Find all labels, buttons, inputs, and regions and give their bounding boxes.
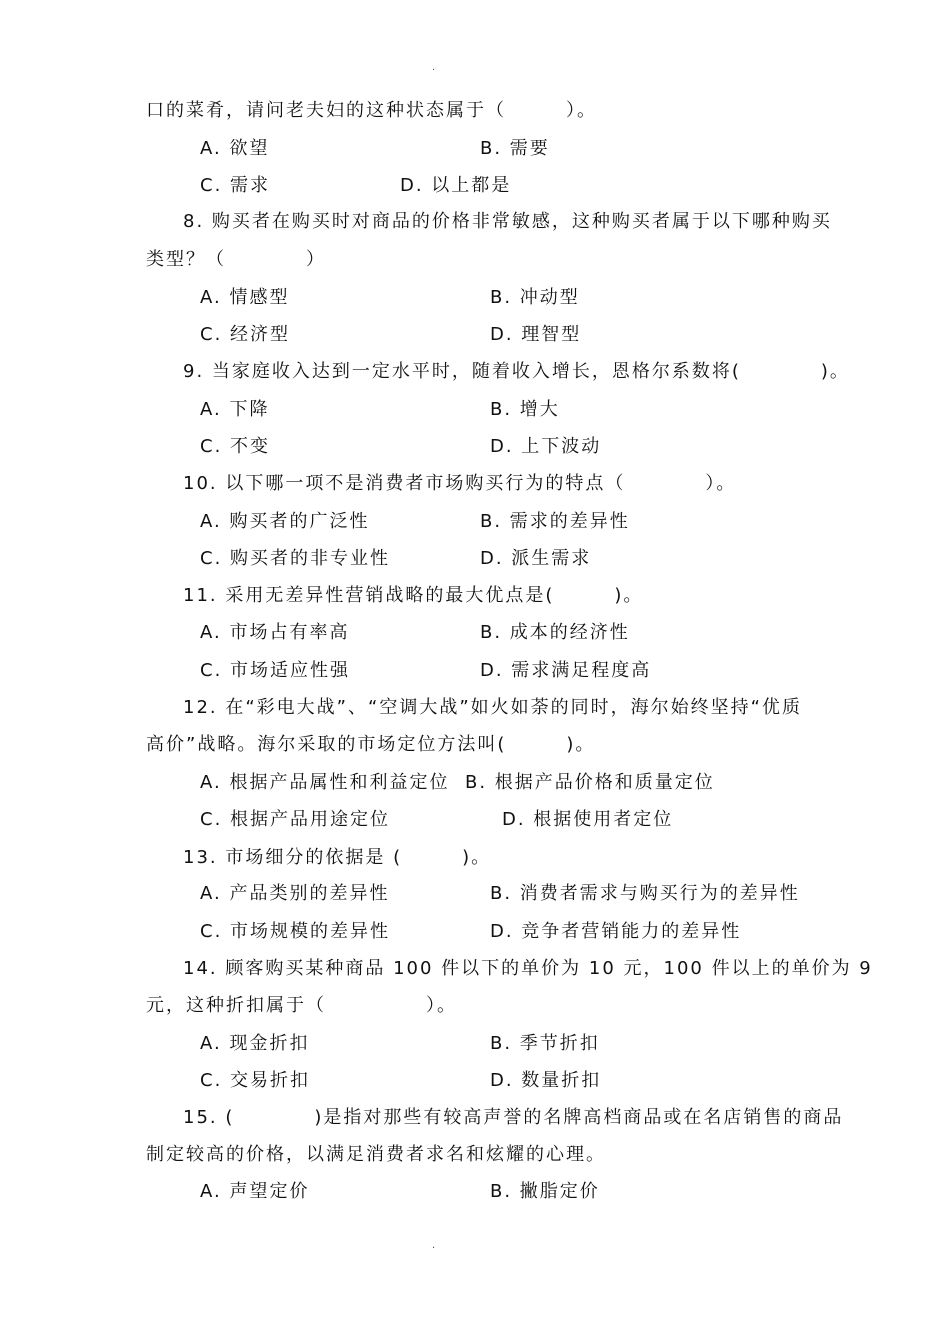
- footer-dot: .: [432, 1240, 436, 1251]
- option-13-a: A. 产品类别的差异性: [200, 883, 390, 904]
- option-14-a: A. 现金折扣: [200, 1033, 310, 1054]
- option-10-c: C. 购买者的非专业性: [200, 548, 391, 569]
- question-12-stem: 12. 在“彩电大战”、“空调大战”如火如荼的同时，海尔始终坚持“优质: [183, 697, 802, 718]
- option-15-a: A. 声望定价: [200, 1181, 310, 1202]
- option-9-b: B. 增大: [490, 399, 560, 420]
- option-7-c: C. 需求: [200, 175, 271, 196]
- option-13-b: B. 消费者需求与购买行为的差异性: [490, 883, 800, 904]
- option-12-c: C. 根据产品用途定位: [200, 809, 391, 830]
- header-dot: .: [432, 62, 436, 73]
- question-13-stem: 13. 市场细分的依据是 ( )。: [183, 847, 492, 868]
- option-14-b: B. 季节折扣: [490, 1033, 600, 1054]
- option-12-b: B. 根据产品价格和质量定位: [465, 772, 715, 793]
- option-11-a: A. 市场占有率高: [200, 622, 350, 643]
- question-7-stem-end: 口的菜肴，请问老夫妇的这种状态属于（ ）。: [146, 100, 597, 121]
- question-9-stem: 9. 当家庭收入达到一定水平时，随着收入增长，恩格尔系数将( )。: [183, 361, 850, 382]
- option-8-c: C. 经济型: [200, 324, 291, 345]
- option-12-d: D. 根据使用者定位: [502, 809, 674, 830]
- option-11-c: C. 市场适应性强: [200, 660, 351, 681]
- option-9-d: D. 上下波动: [490, 436, 602, 457]
- question-8-stem-cont: 类型？（ ）: [146, 249, 326, 270]
- option-8-d: D. 理智型: [490, 324, 582, 345]
- question-14-stem: 14. 顾客购买某种商品 100 件以下的单价为 10 元，100 件以上的单价为 9: [183, 958, 873, 979]
- option-10-b: B. 需求的差异性: [480, 511, 630, 532]
- option-9-c: C. 不变: [200, 436, 271, 457]
- option-13-c: C. 市场规模的差异性: [200, 921, 391, 942]
- question-8-stem: 8. 购买者在购买时对商品的价格非常敏感，这种购买者属于以下哪种购买: [183, 211, 832, 232]
- option-13-d: D. 竞争者营销能力的差异性: [490, 921, 742, 942]
- option-10-d: D. 派生需求: [480, 548, 592, 569]
- option-11-b: B. 成本的经济性: [480, 622, 630, 643]
- option-8-b: B. 冲动型: [490, 287, 580, 308]
- question-10-stem: 10. 以下哪一项不是消费者市场购买行为的特点（ ）。: [183, 473, 737, 494]
- option-10-a: A. 购买者的广泛性: [200, 511, 370, 532]
- question-14-stem-cont: 元，这种折扣属于（ ）。: [146, 995, 457, 1016]
- option-7-b: B. 需要: [480, 138, 550, 159]
- option-7-d: D. 以上都是: [400, 175, 512, 196]
- option-8-a: A. 情感型: [200, 287, 290, 308]
- option-9-a: A. 下降: [200, 399, 270, 420]
- question-12-stem-cont: 高价”战略。海尔采取的市场定位方法叫( )。: [146, 734, 596, 755]
- question-11-stem: 11. 采用无差异性营销战略的最大优点是( )。: [183, 585, 644, 606]
- option-12-a: A. 根据产品属性和利益定位: [200, 772, 450, 793]
- question-15-stem-cont: 制定较高的价格，以满足消费者求名和炫耀的心理。: [146, 1144, 606, 1165]
- option-14-d: D. 数量折扣: [490, 1070, 602, 1091]
- option-14-c: C. 交易折扣: [200, 1070, 311, 1091]
- option-15-b: B. 撇脂定价: [490, 1181, 600, 1202]
- option-11-d: D. 需求满足程度高: [480, 660, 652, 681]
- option-7-a: A. 欲望: [200, 138, 270, 159]
- question-15-stem: 15. ( )是指对那些有较高声誉的名牌高档商品或在名店销售的商品: [183, 1107, 844, 1128]
